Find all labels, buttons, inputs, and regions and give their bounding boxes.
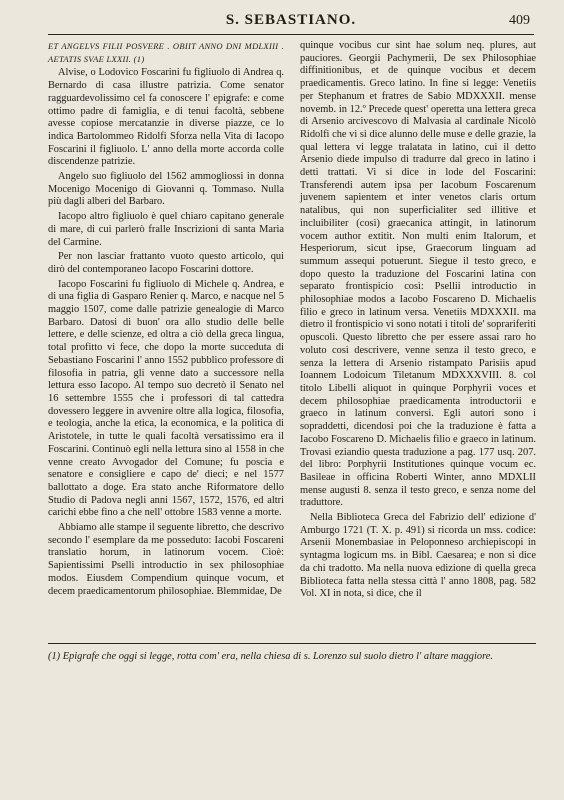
- paragraph: Alvise, o Lodovico Foscarini fu figliuolo di Andrea q. Bernardo di casa illustre patrizia. Come senator ragguardevolissimo cel fa conoscere l' epigrafe: e come ottimo padre di famiglia, e di tenui facoltà, sebbene avesse copiose mercatanzie in diverse piazze, ce lo indica Bartolommeo Ridolfi Sforza nella Vita di Iacopo Foscarini il figliuolo. L' anno della morte accorda colle discendenze patrizie.: [48, 67, 284, 168]
- paragraph: Nella Biblioteca Greca del Fabrizio dell' edizione d' Amburgo 1721 (T. X. p. 491) si ricorda un mss. codice: Arsenii Monembasiae in Peloponneso archiepiscopi in syntagma logicum ms. in Bibl. Caesarea; e non si dice da chi tradotto. Ma nella nuova edizione di quella greca Biblioteca fatta nella stessa città l' anno 1808, pag. 582 Vol. XI in nota, si dice, che il: [300, 512, 536, 600]
- running-title: S. SEBASTIANO.: [225, 12, 357, 28]
- paragraph: Iacopo altro figliuolo è quel chiaro capitano generale di mare, di cui parlerò fralle Inscrizioni di santa Maria del Carmine.: [48, 211, 284, 248]
- epigraph-line: ET ANGELVS FILII POSVERE . OBIIT ANNO DNI MDLXIII . AETATIS SVAE LXXII. (1): [48, 41, 284, 64]
- left-column: [48, 40, 284, 625]
- paragraph: quinque vocibus cur sint hae solum neq. plures, aut pauciores. Georgii Pachymerii, De sex Philosophiae diffinitionibus, et de quinque vocibus et decem praedicamentis. Greco latino. In fine si legge: Venetiis per Stephanum et fratres de Sabio MDXXXII. mense novemb. in 12.º Precede quest' operetta una lettera greca di Arsenio arcivescovo di Malvasia al cardinale Nicolò Ridolfi che vi si dice alunno delle muse e delle grazie, la qual lettera vi legge tralatata in latino, cui il detto Arsenio diede impulso di tradurre dal greco in latino i detti trattati. Vi si dice in lode del Foscarini: Transferendi autem ipsa per Iacobum Foscarenum juvenem sapientem et inter venetos claris ortum natalibus, qui non superficialiter sed illitive et incluibiliter (così) graecanica attingit, in latinorum vocem author extitit. Non multi enim Italorum, et Hesperiorum, sicut ipse, Graecorum linguam ad summum assequi potuerunt. Siegue il testo greco, e dopo questo la traduzione del Foscarini latina con separato frontispicio così: Psellii introductio in philosophiae modos a Iacobo Foscareno D. Michaelis filio e greco in latinum versa. Venetiis MDXXXII. ma dietro il frontispicio vi sono notati i titoli de' soprariferiti opuscoli. Questo libretto che per essere assai raro ho voluto così descrivere, venne senza il testo greco, e senza la lettera di Arsenio ristampato Parisiis apud Ioannem Lodoicum Tiletanum MDXXXVIII. 8. col titolo Libelli aliquot in quinque Porphyrii voces et decem philosophiae praedicamenta introductorii e graeco in latinum conversi. Egli autori sono i sopraddetti, dicendosi poi che la traduzione è fatta a Iacobo Foscareno D. Michaelis filio e graeco in latinum. Trovasi eziandio questa traduzione a pag. 177 usq. 207. del libro: Porphyrii Institutiones quinque vocum ec. Basileae in officina Roberti Winter, anno MDXLII mense augusti 8. senza il testo greco, e senza nome del traduttore.: [300, 40, 536, 509]
- footnote-divider: [48, 643, 536, 644]
- page-number: 409: [509, 13, 530, 28]
- paragraph: Per non lasciar frattanto vuoto questo articolo, qui dirò del contemporaneo Iacopo Foscarini dottore.: [48, 251, 284, 275]
- footnote: (1) Epigrafe che oggi si legge, rotta com' era, nella chiesa di s. Lorenzo sul suolo dietro l' altare maggiore.: [48, 651, 493, 662]
- page-header: [48, 12, 534, 35]
- right-column: [300, 40, 536, 625]
- paragraph: Angelo suo figliuolo del 1562 ammogliossi in donna Mocenigo Mocenigo di Giovanni q. Tommaso. Nulla più dagli alberi del Barbaro.: [48, 171, 284, 208]
- paragraph: Abbiamo alle stampe il seguente libretto, che descrivo secondo l' esemplare da me posseduto: Iacobi Foscareni translatio horum, in latinorum vocem. Cioè: Sapientissimi Pselli introductio in sex philosophiae modos. Eiusdem Compendium quinque vocum, et decem praedicamentorum philosophiae. Blemmidae, De: [48, 522, 284, 597]
- text-columns: [48, 40, 536, 625]
- paragraph: Iacopo Foscarini fu figliuolo di Michele q. Andrea, e di una figlia di Gasparo Renier q. Marco, e nacque nel 5 maggio 1507, come dalle patrizie genealogie di Marco Barbaro. Datosi di buon' ora allo studio delle belle lettere, e delle scienze, ed oltra a ciò della greca lingua, total profitto vi fece, che dopo la morte succeduta di Sebastiano Foscarini l' anno 1552 pubblico professore di filosofia in patria, gli venne dato a successore nella lettura esso Iacopo. Al tempo suo decretò il Senato nel 16 settembre 1555 che i professori di tal cattedra dovessero leggere in avvenire oltre alla logica, filosofia, e teologia, anche la etica, la economica, e la politica di Aristotele, in tutte le quali facoltà versatissimo era il Foscarini. Continuò egli nella lettura sino al 1558 in che venne creato Avvogador del Comune; fu poscia e senatore e consigliere e capo de' dieci; e nel 1577 ballottato a doge. Era stato anche Riformatore dello Studio di Padova negli anni 1567, 1572, 1576, ed altri carichi ebbe fino a che nell' ottobre 1583 venne a morte.: [48, 278, 284, 519]
